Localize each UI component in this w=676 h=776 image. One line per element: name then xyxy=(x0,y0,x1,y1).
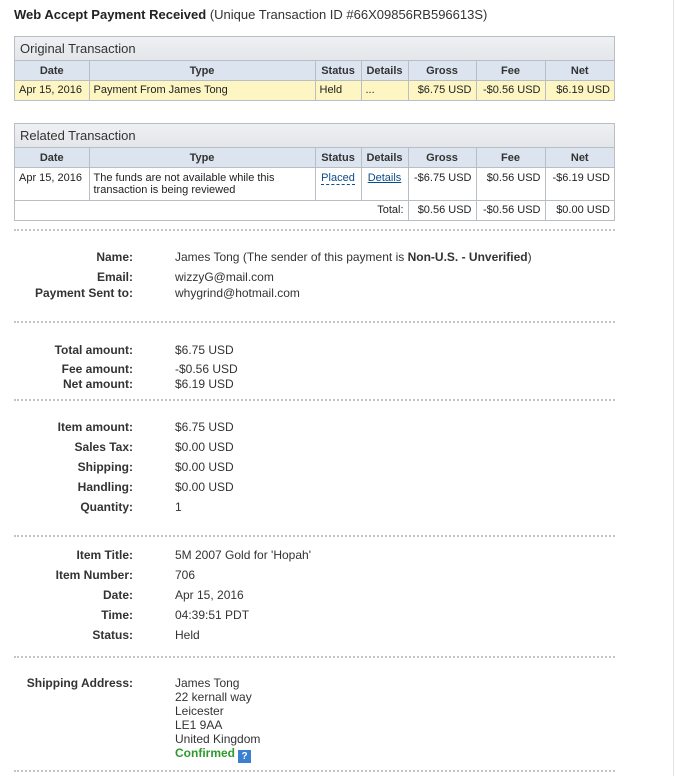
cell-details: ... xyxy=(361,81,408,101)
related-transaction-box xyxy=(14,123,615,221)
handling-row xyxy=(0,480,640,495)
cell-net: -$6.19 USD xyxy=(545,168,614,201)
sales-tax-label: Sales Tax: xyxy=(74,440,133,454)
sent-to-value: whygrind@hotmail.com xyxy=(175,286,300,300)
shipping-address-row xyxy=(0,676,640,691)
shipping-cost-row xyxy=(0,460,640,475)
sender-verification-status: Non-U.S. - Unverified xyxy=(407,250,528,264)
help-icon[interactable]: ? xyxy=(238,750,251,763)
cell-type: The funds are not available while this transaction is being reviewed xyxy=(89,168,315,201)
col-gross: Gross xyxy=(408,61,476,81)
divider xyxy=(14,399,615,401)
item-number-label: Item Number: xyxy=(55,568,133,582)
handling-value: $0.00 USD xyxy=(175,480,234,494)
total-fee: -$0.56 USD xyxy=(476,201,545,221)
sender-name-row xyxy=(0,250,640,265)
divider xyxy=(14,535,615,537)
total-gross: $0.56 USD xyxy=(408,201,476,221)
name-label: Name: xyxy=(96,250,133,264)
date-row xyxy=(0,588,640,603)
original-transaction-table xyxy=(15,61,614,100)
sent-to-label: Payment Sent to: xyxy=(34,286,133,300)
cell-date: Apr 15, 2016 xyxy=(15,81,89,101)
quantity-value: 1 xyxy=(175,500,182,514)
table-header-row xyxy=(15,148,614,168)
quantity-row xyxy=(0,500,640,515)
sender-note: (The sender of this payment is xyxy=(242,250,405,264)
handling-label: Handling: xyxy=(77,480,133,494)
status-row xyxy=(0,628,640,643)
total-amount-row xyxy=(0,343,640,358)
address-confirmation xyxy=(175,746,260,763)
page-title xyxy=(14,7,487,22)
cell-gross: -$6.75 USD xyxy=(408,168,476,201)
sender-name: James Tong xyxy=(175,250,240,264)
name-value xyxy=(175,250,532,265)
quantity-label: Quantity: xyxy=(80,500,133,514)
address-line: United Kingdom xyxy=(175,732,261,746)
cell-fee: -$0.56 USD xyxy=(476,81,545,101)
original-transaction-heading: Original Transaction xyxy=(15,37,614,61)
item-amount-label: Item amount: xyxy=(57,420,133,434)
shipping-address-label: Shipping Address: xyxy=(26,676,133,690)
page-right-border xyxy=(673,0,674,776)
divider xyxy=(14,229,615,231)
table-header-row xyxy=(15,61,614,81)
item-amount-value: $6.75 USD xyxy=(175,420,234,434)
sales-tax-value: $0.00 USD xyxy=(175,440,234,454)
address-line: LE1 9AA xyxy=(175,718,223,732)
fee-amount-value: -$0.56 USD xyxy=(175,362,238,376)
col-date: Date xyxy=(15,148,89,168)
date-label: Date: xyxy=(102,588,133,602)
col-net: Net xyxy=(545,148,614,168)
col-type: Type xyxy=(89,148,315,168)
address-line: James Tong xyxy=(175,676,240,690)
divider xyxy=(14,321,615,323)
cell-fee: $0.56 USD xyxy=(476,168,545,201)
status-label: Status: xyxy=(92,628,133,642)
total-net: $0.00 USD xyxy=(556,204,610,216)
col-type: Type xyxy=(89,61,315,81)
payment-type-title: Web Accept Payment Received xyxy=(14,7,207,22)
sender-note-close: ) xyxy=(527,250,532,264)
col-fee: Fee xyxy=(476,61,545,81)
date-value: Apr 15, 2016 xyxy=(175,588,244,602)
item-title-label: Item Title: xyxy=(76,548,133,562)
cell-date: Apr 15, 2016 xyxy=(15,168,89,201)
col-status: Status xyxy=(315,148,361,168)
shipping-address-block xyxy=(175,676,260,763)
col-details: Details xyxy=(361,61,408,81)
col-fee: Fee xyxy=(476,148,545,168)
cell-net: $6.19 USD xyxy=(545,81,614,101)
cell-type: Payment From James Tong xyxy=(89,81,315,101)
details-link[interactable]: Details xyxy=(367,172,402,184)
net-amount-value: $6.19 USD xyxy=(175,377,234,391)
shipping-label: Shipping: xyxy=(77,460,133,474)
related-transaction-table xyxy=(15,148,614,220)
cell-status xyxy=(315,168,361,201)
item-amount-row xyxy=(0,420,640,435)
total-row xyxy=(15,201,614,221)
time-row xyxy=(0,608,640,623)
sales-tax-row xyxy=(0,440,640,455)
col-gross: Gross xyxy=(408,148,476,168)
col-net: Net xyxy=(545,61,614,81)
col-status: Status xyxy=(315,61,361,81)
transaction-id: (Unique Transaction ID #66X09856RB596613S) xyxy=(209,7,488,22)
fee-amount-label: Fee amount: xyxy=(61,362,133,376)
address-line: Leicester xyxy=(175,704,224,718)
col-date: Date xyxy=(15,61,89,81)
cell-details xyxy=(361,168,408,201)
total-label: Total: xyxy=(361,201,408,221)
status-value: Held xyxy=(175,628,200,642)
net-amount-label: Net amount: xyxy=(63,377,133,391)
time-label: Time: xyxy=(101,608,133,622)
payment-sent-to-row xyxy=(0,286,640,301)
item-number-value: 706 xyxy=(175,568,196,582)
item-title-row xyxy=(0,548,640,563)
address-line: 22 kernall way xyxy=(175,690,252,704)
item-title-value: 5M 2007 Gold for 'Hopah' xyxy=(175,548,311,562)
cell-gross: $6.75 USD xyxy=(408,81,476,101)
total-amount-value: $6.75 USD xyxy=(175,343,234,357)
placed-status-link[interactable]: Placed xyxy=(321,172,355,184)
shipping-value: $0.00 USD xyxy=(175,460,234,474)
col-details: Details xyxy=(361,148,408,168)
fee-amount-row xyxy=(0,362,640,377)
cell-status: Held xyxy=(315,81,361,101)
original-transaction-box xyxy=(14,36,615,101)
email-value: wizzyG@mail.com xyxy=(175,270,274,284)
divider xyxy=(14,770,615,772)
net-amount-row xyxy=(0,377,640,392)
divider xyxy=(14,656,615,658)
table-row xyxy=(15,81,614,101)
confirmed-badge: Confirmed xyxy=(175,746,235,760)
time-value: 04:39:51 PDT xyxy=(175,608,250,622)
total-amount-label: Total amount: xyxy=(54,343,133,357)
related-transaction-heading: Related Transaction xyxy=(15,124,614,148)
email-label: Email: xyxy=(96,270,133,284)
sender-email-row xyxy=(0,270,640,285)
item-number-row xyxy=(0,568,640,583)
table-row xyxy=(15,168,614,201)
